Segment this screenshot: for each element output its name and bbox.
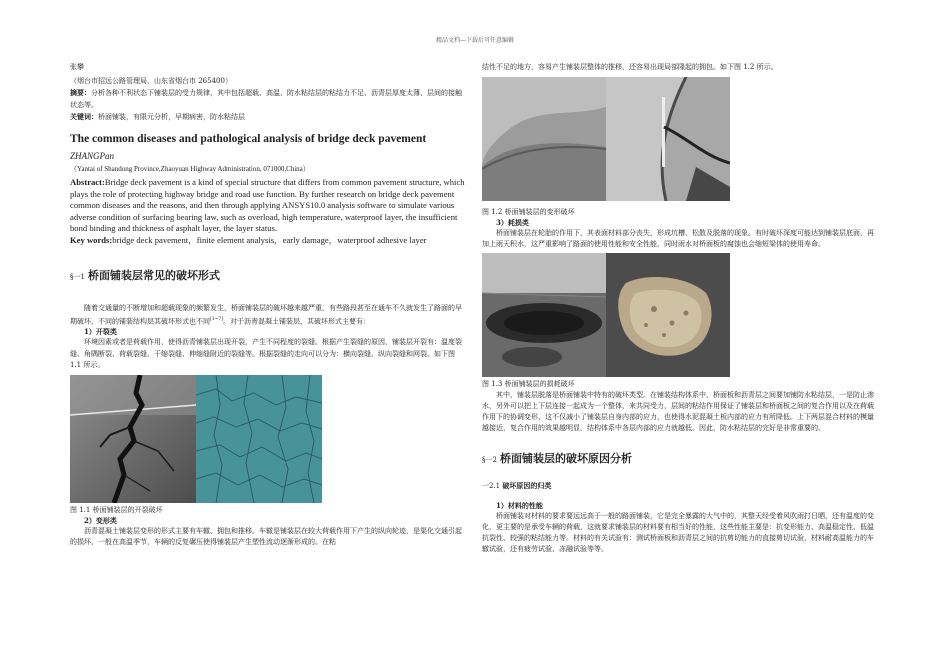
paragraph-1 bbox=[70, 303, 468, 328]
figure-1-1-caption: 图 1.1 桥面铺装层的开裂破坏 bbox=[70, 505, 163, 514]
rutting-photo bbox=[482, 77, 606, 201]
figure-1-1 bbox=[70, 375, 468, 503]
abstract-en bbox=[70, 177, 468, 235]
paragraph-5: 其中，铺装层脱落是桥面铺装中特有的破坏类型。在铺装结构体系中，桥面板和沥青层之间要加铺防水粘结层，一是防止渗水，另外可以把上下层连接一起成为一个整体，来共同受力，层间的粘结作用保证了铺装层和桥面板之间的复合作用以及在荷载作用下的协调变形，这不仅减小了铺装层自身内部的应力，也使得水泥混凝土板内部的应力有所降低。上下两层混合材料的模量越接近，复合作用的效果越明显，结构体系中各层内部的应力就越低。因此，防水粘结层的完好是非常重要的。 bbox=[482, 390, 874, 433]
figure-1-2 bbox=[482, 77, 880, 201]
item-cracking: 1）开裂类 bbox=[84, 327, 117, 337]
keywords-en bbox=[70, 235, 468, 247]
paragraph-6: 桥面铺装对材料的要求要远远高于一般的路面铺装，它是完全暴露的大气中的，其整天经受着风吹雨打日晒，还有温度的变化，更主要的是承受车辆的荷载，这就要求铺装层的材料要有相当好的性能，这些性能主要是：抗变形能力、高温稳定性、低温抗裂性、较强的粘结能力等。材料的有关试验有：测试桥面板和沥青层之间的抗剪切能力的直接剪切试验，材料耐高温能力的车辙试验，还有疲劳试验、冻融试验等等。 bbox=[482, 511, 874, 554]
pothole-photo-2 bbox=[606, 253, 730, 377]
paragraph-3: 沥青混凝土铺装层变形的形式主要有车辙、拥包和推移。车辙是铺装层在较大荷载作用下产生的纵向轮迹，是渠化交通引起的损坏，一般在高温季节，车辆的反复碾压使得铺装层产生塑性流动逐渐形成的。在粘 bbox=[70, 526, 462, 547]
shoving-photo bbox=[606, 77, 730, 201]
item-deformation: 2）变形类 bbox=[84, 515, 117, 525]
subsection-2-1-number: 一2.1 bbox=[482, 482, 501, 491]
paragraph-top: 结性不足的地方，容易产生铺装层整体的推移，还容易出现局部隆起的拥包。如下图 1.2 所示。 bbox=[482, 63, 778, 71]
item-wear: 3）耗损类 bbox=[496, 218, 529, 228]
paragraph-1-text: 随着交通量的不断增加和超载现象的频繁发生，桥面铺装层的破坏越来越严重，有些路段甚至在通车不久就发生了路面的早期破坏，不同的铺装结构层其破坏形式也不同 bbox=[70, 303, 462, 326]
title-en: The common diseases and pathological analysis of bridge deck pavement bbox=[70, 133, 427, 146]
section-1-title: 桥面铺装层常见的破坏形式 bbox=[87, 268, 220, 282]
abstract-en-label: Abstract: bbox=[70, 177, 105, 188]
author-en: ZHANGPan bbox=[70, 151, 115, 162]
affiliation-en: （Yantai of Shandong Province,Zhaoyuan Highway Administration, 071000,China） bbox=[70, 165, 310, 174]
subsection-2-1-title: 破坏原因的归类 bbox=[502, 481, 552, 491]
abstract-en-text: Bridge deck pavement is a kind of special structure that differs from common pavement structure, which plays the role of protecting highway bridge and road use function. By further research on bridge deck pavement common diseases and the reasons, and then through applying ANSYS10.0 analysis software to simulate various adverse condition of surfacing bearing law, such as overload, high temperature, waterproof layer, the insufficient bond binding and thickness of asphalt layer, the layer status. bbox=[70, 177, 465, 234]
author-cn: 张攀 bbox=[70, 63, 84, 71]
paragraph-4: 桥面铺装层在轮胎的作用下，其表面材料部分丧失，形成坑槽、松散及脱落的现象。有时破坏深度可能达到铺装层底面，再加上雨天积水，这严重影响了路面的使用性能和安全性能，同时雨水对桥面板的腐蚀也会缩短梁体的使用寿命。 bbox=[482, 229, 874, 249]
affiliation-cn: （烟台市招远公路管理局，山东省烟台市 265400） bbox=[70, 77, 232, 86]
section-2-number: §一2 bbox=[482, 456, 497, 465]
pothole-photo-1 bbox=[482, 253, 606, 377]
section-2-heading bbox=[482, 450, 880, 466]
abstract-cn bbox=[70, 87, 468, 110]
abstract-label: 摘要： bbox=[70, 88, 91, 98]
figure-1-2-caption: 图 1.2 桥面铺装层的变形破坏 bbox=[482, 208, 575, 217]
figure-1-3 bbox=[482, 253, 880, 377]
keywords-en-label: Key words: bbox=[70, 234, 113, 245]
left-column bbox=[70, 62, 468, 548]
section-1-number: §一1 bbox=[70, 272, 85, 281]
paragraph-1-text-end: 。对于沥青混凝土铺装层，其破坏形式主要有： bbox=[223, 317, 371, 326]
page-header: 精品文档---下载后可任意编辑 bbox=[435, 37, 515, 44]
subsection-2-1-heading bbox=[482, 480, 880, 492]
section-1-heading bbox=[70, 267, 468, 283]
keywords-label: 关键词： bbox=[70, 111, 98, 121]
citation: [1~7] bbox=[210, 316, 224, 322]
abstract-cn-text: 分析各种不利状态下铺装层的受力规律，其中包括超载、高温、防水粘结层的粘结力不足、沥青层厚度太薄、层间的接触状态等。 bbox=[70, 89, 462, 109]
figure-1-3-caption: 图 1.3 桥面铺装层的损耗破坏 bbox=[482, 379, 575, 388]
keywords-en-text: bridge deck pavement，finite element analysis，early damage，waterproof adhesive layer bbox=[112, 234, 427, 245]
map-cracked-concrete-photo bbox=[196, 375, 322, 503]
right-column bbox=[482, 62, 880, 555]
paragraph-2: 环境因素或者是荷载作用，使得沥青铺装层出现开裂，产生不同程度的裂缝。根据产生裂缝的原因，铺装层开裂有：温度裂缝、角隅断裂、荷载裂缝、干缩裂缝、伸缩缝附近的裂缝等。根据裂缝的走向可以分为：横向裂缝、纵向裂缝和网裂。如下图 1.1 所示。 bbox=[70, 338, 462, 369]
item-material-properties: 1）材料的性能 bbox=[496, 500, 543, 510]
keywords-cn-text: 桥面铺装，有限元分析，早期病害，防水粘结层 bbox=[98, 112, 245, 121]
keywords-cn bbox=[70, 111, 468, 123]
section-2-title: 桥面铺装层的破坏原因分析 bbox=[499, 452, 632, 466]
cracked-asphalt-photo bbox=[70, 375, 196, 503]
